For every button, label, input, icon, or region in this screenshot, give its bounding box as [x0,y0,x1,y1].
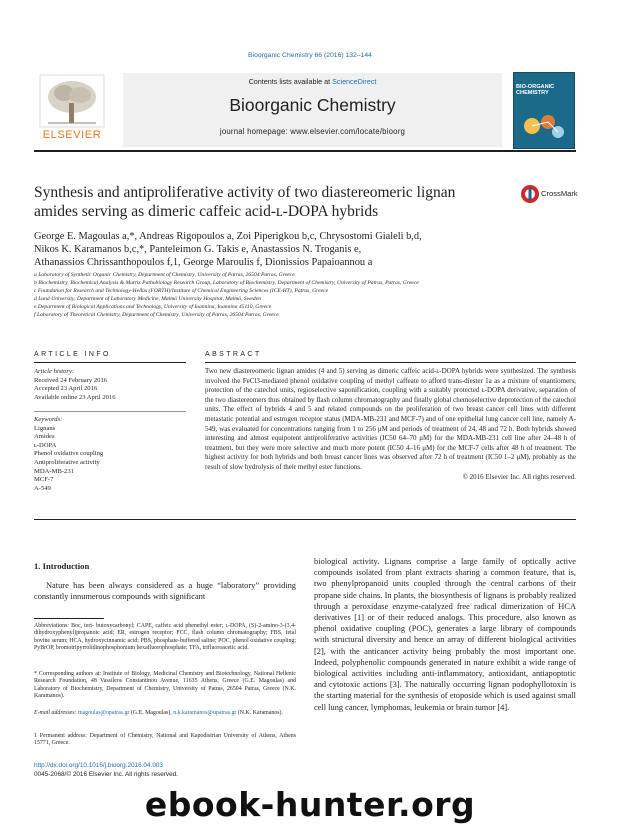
crossmark-button[interactable] [520,184,576,204]
article-info-rule [34,362,186,363]
footnote-emails [34,710,296,717]
article-history [34,368,186,402]
email-owner: (N.K. Karamanos). [236,710,283,716]
doi-link[interactable]: http://dx.doi.org/10.1016/j.bioorg.2016.04.003 [34,762,163,769]
footnote-rule [34,618,104,619]
watermark: ebook-hunter.org [144,785,476,824]
contents-line [123,77,502,86]
email-owner: (G.E. Magoulas), [129,710,174,716]
article-info-heading: ARTICLE INFO [34,351,111,358]
email-link[interactable]: magoulas@upatras.gr [77,710,130,716]
author-list [34,230,574,270]
info-divider [34,411,186,412]
title-line-1: Synthesis and antiproliferative activity of two diastereomeric lignan [34,184,456,201]
homepage-link[interactable]: www.elsevier.com/locate/bioorg [290,127,406,136]
abstract-copyright: © 2016 Elsevier Inc. All rights reserved. [462,472,576,481]
cover-molecule-art [520,110,568,142]
affiliation: a Laboratory of Synthetic Organic Chemistry, Department of Chemistry, University of Patras, 26504 Patras, Greece [34,272,295,278]
keyword: A-549 [34,484,51,492]
history-online: Available online 23 April 2016 [34,393,116,401]
footnote-corresponding: * Corresponding authors at: Institute of Biology, Medicinal Chemistry and Biotechnology, National Hellenic Research Foundation, 48 Vassileos Constantinou Avenue, 11635 Athens, Greece (G.E. Magoulas) and Laboratory of Biochemistry, Department of Chemistry, University of Patras, 26504 Patras, Greece (N.K. Karamanos). [34,671,296,700]
keyword: Phenol oxidative coupling [34,450,104,458]
keyword: Antiproliferative activity [34,458,100,466]
front-matter-rule [34,519,576,520]
abstract-heading: ABSTRACT [205,351,262,358]
authors-line-3: Athanassios Chrissanthopoulos f,1, George Maroulis f, Dionissios Papaioannou a [34,257,373,269]
article-title [34,184,494,221]
history-label: Article history: [34,368,75,375]
history-accepted: Accepted 23 April 2016 [34,385,98,393]
issn-line: 0045-2068/© 2016 Elsevier Inc. All rights reserved. [34,771,178,778]
keywords-label: Keywords: [34,416,63,423]
affiliation: b Biochemistry, Biochemical Analysis & Matrix Pathobiology Research Group, Laboratory of Biochemistry, Department of Chemistry, University of Patras, Patras, Greece [34,280,419,286]
keyword: Lignans [34,424,56,432]
footnote-abbreviations: Abbreviations: Boc, tert- butoxycarbonyl; CAPE, caffeic acid phenethyl ester; ʟ-DOPA, (S)-2-amino-3-(3,4-dihydroxyphenyl)propanoic acid; ER, estrogen receptor; FCC, flash column chromatography; FBS, fetal bovine serum; HCA, hydroxycinnamic acid; PBS, phosphate-buffered saline; POC, phenol oxidative coupling; PyBrOP, bromotripyrrolidinophosphonium hexafluorophosphate; TFA, trifluoroacetic acid. [34,623,296,652]
journal-homepage [123,127,502,136]
elsevier-wordmark: ELSEVIER [42,129,102,141]
journal-cover-title: BIO-ORGANIC CHEMISTRY [516,84,555,97]
keyword: Amides [34,433,55,441]
abstract-rule [205,362,576,363]
keywords [34,416,186,493]
keyword: MDA-MB-231 [34,467,74,475]
email-link[interactable]: n.k.karamanos@upatras.gr [173,710,237,716]
elsevier-logo [34,73,110,145]
authors-line-2: Nikos K. Karamanos b,c,*, Panteleimon G. Takis e, Anastassios N. Troganis e, [34,244,362,256]
header-rule [34,150,576,152]
affiliation: c Foundation for Research and Technology-Hellas (FORTH)/Institute of Chemical Engineering Sciences (ICE-HT), Patras, Greece [34,288,329,294]
contents-prefix: Contents lists available at [248,77,333,86]
journal-title: Bioorganic Chemistry [229,95,396,115]
abstract-body [205,367,576,482]
title-line-2: amides serving as dimeric caffeic acid-ʟ-DOPA hybrids [34,202,379,220]
keyword: ʟ-DOPA [34,441,57,449]
authors-line-1: George E. Magoulas a,*, Andreas Rigopoulos a, Zoi Piperigkou b,c, Chrysostomi Gialeli b,d, [34,231,422,242]
abstract-text: Two new diastereomeric lignan amides (4 and 5) serving as dimeric caffeic acid-ʟ-DOPA hybrids were synthesized. The synthesis involved the FeCl3-mediated phenol oxidative coupling of methyl caffeate to afford trans-diester 1a as a mixture of enantiomers, protection of the catechol units, regioselective saponification, coupling with a suitably protected ʟ-DOPA derivative, separation of the two diastereomers thus obtained by flash column chromatography and finally global chemoselective deprotection of the catechol units. The effect of hybrids 4 and 5 and related compounds on the proliferation of two breast cancer cell lines with different metastatic potential and estrogen receptor status (MDA-MB-231 and MCF-7) and of one epithelial lung cancer cell line, namely A-549, was evaluated for concentrations ranging from 1 to 256 μM and periods of treatment of 24, 48 and 72 h. Both hybrids showed interesting and almost equipotent antiproliferative activities (IC50 64–70 μM) for the MDA-MB-231 cell line after 24–48 h of treatment, but they were more selective and much more potent (IC50 4–16 μM) for the MCF-7 cells after 48 h of treatment. The highest activity for both hybrids and both breast cancer lines was observed after 72 h of treatment (IC50 1–2 μM), probably as the result of slow hydrolysis of their methyl ester functions. [205,367,576,471]
history-received: Received 24 February 2016 [34,376,108,384]
crossmark-icon [520,184,540,204]
keyword: MCF-7 [34,476,54,484]
intro-right-paragraph: biological activity. Lignans comprise a large family of optically active compounds isolated from plant extracts sharing a common feature, that is, two phenylpropanoid units coupled through the central carbons of their propane side chains. In plants, the biosynthesis of lignans is probably realized through a peroxidase enzyme-catalyzed free radical dimerization of HCA derivatives [1] or of their reduced analogs. This procedure, also known as phenol oxidative coupling (POC), generates a large library of compounds with structural diversity and hence an array of different biological activities [2], with the anticancer activity being probably the most important one. Indeed, polyphenolic compounds generated in nature exhibit a wide range of biological activities including anti-inflammatory, antioxidant, antiapoptotic and cytotoxic actions [3]. The naturally occurring lignan podophyllotoxin is the starting material for the synthesis of etoposide which is used against small cell lung cancer, lymphomas, leukemia or brain tumor [4]. [314,557,576,712]
footnote-permanent-address: 1 Permanent address: Department of Chemistry, National and Kapodistrian University of Athens, Athens 15771, Greece. [34,733,296,747]
sciencedirect-link[interactable]: ScienceDirect [332,77,377,86]
affiliation: e Department of Biological Applications and Technology, University of Ioannina, Ioannina 45110, Greece [34,304,272,310]
affiliation: d Lund University, Department of Laboratory Medicine, Malmö University Hospital, Malmö, Sweden [34,296,261,302]
crossmark-label: CrossMark [541,189,578,198]
intro-left-paragraph: Nature has been always considered as a huge “laboratory” providing constantly innumerous compounds with significant [34,581,296,602]
affiliation: f Laboratory of Theoretical Chemistry, Department of Chemistry, University of Patras, 26504 Patras, Greece [34,312,279,318]
homepage-prefix: journal homepage: [219,127,291,136]
email-label: E-mail addresses: [34,710,78,716]
introduction-heading: 1. Introduction [34,561,90,571]
journal-reference[interactable]: Bioorganic Chemistry 66 (2016) 132–144 [248,52,372,59]
